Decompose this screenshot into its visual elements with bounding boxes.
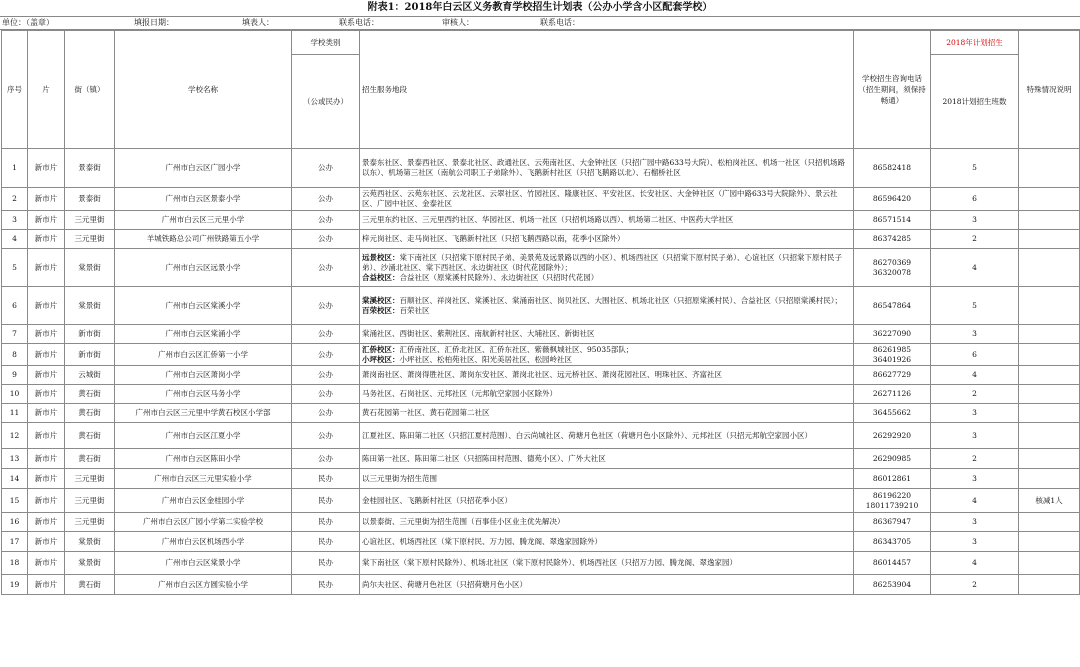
header-street: 街（镇）: [65, 31, 115, 149]
row-special-note: [1019, 404, 1080, 423]
row-zone: 新市片: [28, 575, 65, 595]
form-meta-line: [0, 16, 1080, 30]
row-school-name: 广州市白云区广园小学: [115, 149, 292, 188]
phone-label-2: 联系电话：: [540, 18, 580, 27]
row-zone: 新市片: [28, 344, 65, 366]
row-index: 17: [2, 532, 28, 552]
campus-label: 小坪校区：: [362, 354, 400, 364]
row-special-note: [1019, 575, 1080, 595]
service-area-text: 棠下南社区（棠下原村民除外）、机场北社区（棠下原村民除外）、机场西社区（只招万力园、腾龙阁、翠逸家园）: [362, 558, 737, 567]
row-service-area: [360, 344, 854, 366]
row-index: 6: [2, 287, 28, 325]
service-area-text: 金桂园社区、飞鹅新村社区（只招花季小区）: [362, 495, 512, 505]
row-service-area: [360, 287, 854, 325]
row-index: 5: [2, 249, 28, 287]
row-street: 景泰街: [65, 188, 115, 211]
campus-label: 远景校区：: [362, 252, 400, 262]
row-plan-classes: 2: [931, 230, 1019, 249]
row-service-area: [360, 575, 854, 595]
row-phone: 86374285: [854, 230, 931, 249]
row-service-area: [360, 552, 854, 575]
campus-label: 汇侨校区：: [362, 344, 400, 354]
row-phone: 36227090: [854, 325, 931, 344]
row-street: 新市街: [65, 325, 115, 344]
row-school-name: 广州市白云区棠溪小学: [115, 287, 292, 325]
row-school-name: 广州市白云区棠涌小学: [115, 325, 292, 344]
row-special-note: [1019, 149, 1080, 188]
row-street: 三元里街: [65, 469, 115, 489]
date-label: 填报日期：: [134, 18, 174, 27]
table-row: [2, 513, 1080, 532]
row-school-type: 公办: [292, 366, 360, 385]
service-area-text: 百荣社区: [399, 305, 430, 315]
row-school-type: 公办: [292, 287, 360, 325]
row-school-type: 公办: [292, 149, 360, 188]
row-special-note: [1019, 344, 1080, 366]
service-area-text: 小坪社区、松柏苑社区、阳光美居社区、松园岭社区: [399, 354, 572, 364]
row-phone: 86012861: [854, 469, 931, 489]
row-school-type: 民办: [292, 552, 360, 575]
row-service-area: [360, 449, 854, 469]
campus-label: 百荣校区：: [362, 305, 400, 315]
row-school-name: 广州市白云区陈田小学: [115, 449, 292, 469]
row-school-type: 公办: [292, 325, 360, 344]
table-body: [2, 149, 1080, 595]
row-index: 13: [2, 449, 28, 469]
row-school-type: 公办: [292, 249, 360, 287]
table-row: [2, 449, 1080, 469]
row-school-type: 民办: [292, 513, 360, 532]
table-row: [2, 404, 1080, 423]
service-area-text: 三元里东约社区、三元里西约社区、华园社区、机场一社区（只招机场路以西）、机场第二社区、中医药大学社区: [362, 215, 734, 224]
row-school-type: 公办: [292, 211, 360, 230]
row-special-note: [1019, 449, 1080, 469]
unit-label: 单位：（盖章）: [2, 18, 54, 27]
row-plan-classes: 6: [931, 344, 1019, 366]
campus-label: 合益校区：: [362, 272, 400, 282]
row-phone: 36455662: [854, 404, 931, 423]
row-street: 黄石街: [65, 385, 115, 404]
service-area-text: 陈田第一社区、陈田第二社区（只招陈田村范围、德苑小区）、广外大社区: [362, 453, 606, 463]
row-special-note: [1019, 532, 1080, 552]
row-phone: 86571514: [854, 211, 931, 230]
row-zone: 新市片: [28, 552, 65, 575]
page-title: 附表1：2018年白云区义务教育学校招生计划表（公办小学含小区配套学校）: [367, 2, 713, 13]
table-row: [2, 344, 1080, 366]
row-zone: 新市片: [28, 287, 65, 325]
row-school-name: 广州市白云区金桂园小学: [115, 489, 292, 513]
row-street: 云城街: [65, 366, 115, 385]
row-phone: 86596420: [854, 188, 931, 211]
enrollment-plan-table: [1, 30, 1080, 595]
service-area-text: 心谊社区、机场西社区（棠下原村民、万力园、腾龙阁、翠逸家园除外）: [362, 536, 602, 546]
row-special-note: [1019, 287, 1080, 325]
row-service-area: [360, 385, 854, 404]
row-service-area: [360, 489, 854, 513]
header-category-sub: （公或民办）: [292, 55, 360, 149]
header-category: 学校类别: [292, 31, 360, 55]
row-index: 12: [2, 423, 28, 449]
row-plan-classes: 2: [931, 385, 1019, 404]
row-plan-classes: 5: [931, 149, 1019, 188]
row-plan-classes: 3: [931, 532, 1019, 552]
row-index: 9: [2, 366, 28, 385]
table-row: [2, 211, 1080, 230]
row-school-type: 民办: [292, 469, 360, 489]
row-school-name: 广州市白云区三元里中学黄石校区小学部: [115, 404, 292, 423]
table-row: [2, 489, 1080, 513]
row-zone: 新市片: [28, 249, 65, 287]
service-area-text: 棠下南社区（只招棠下原村民子弟、美景苑及远景路以西的小区）、机场西社区（只招棠下原村民子弟）、心谊社区（只招棠下原村民子弟）、沙涌北社区、棠下西社区、永边街社区（时代花园除外）；: [362, 252, 842, 272]
table-row: [2, 532, 1080, 552]
row-school-name: 广州市白云区景泰小学: [115, 188, 292, 211]
header-plan-classes: 2018计划招生班数: [931, 55, 1019, 149]
row-special-note: [1019, 211, 1080, 230]
row-zone: 新市片: [28, 149, 65, 188]
row-phone: 86547864: [854, 287, 931, 325]
row-special-note: [1019, 188, 1080, 211]
service-area-text: 景泰东社区、景泰西社区、景泰北社区、政通社区、云苑南社区、大金钟社区（只招广园中路633号大院）、松柏岗社区、机场一社区（只招机场路以东）、机场第三社区（南航公司职工子弟除外）、飞鹅新村社区（只招飞鹅路以北）、石榴桥社区: [362, 158, 846, 177]
row-service-area: [360, 211, 854, 230]
row-zone: 新市片: [28, 489, 65, 513]
row-street: 黄石街: [65, 449, 115, 469]
row-plan-classes: 3: [931, 423, 1019, 449]
row-phone: 26292920: [854, 423, 931, 449]
row-phone: 86196220 18011739210: [854, 489, 931, 513]
service-area-text: 江夏社区、陈田第二社区（只招江夏村范围）、白云尚城社区、荷塘月色社区（荷塘月色小区除外）、元邦社区（只招元邦航空家园小区）: [362, 430, 812, 440]
row-service-area: [360, 469, 854, 489]
header-plan-group: 2018年计划招生: [931, 31, 1019, 55]
row-special-note: [1019, 366, 1080, 385]
row-index: 19: [2, 575, 28, 595]
row-zone: 新市片: [28, 325, 65, 344]
row-street: 棠景街: [65, 249, 115, 287]
row-school-name: 广州市白云区江夏小学: [115, 423, 292, 449]
row-service-area: [360, 325, 854, 344]
service-area-text: 汇侨南社区、汇侨北社区、汇侨东社区、紫薇枫城社区、95035部队；: [399, 344, 634, 354]
row-phone: 86627729: [854, 366, 931, 385]
row-service-area: [360, 423, 854, 449]
row-zone: 新市片: [28, 211, 65, 230]
row-street: 三元里街: [65, 211, 115, 230]
table-row: [2, 249, 1080, 287]
row-school-name: 广州市白云区机场西小学: [115, 532, 292, 552]
row-plan-classes: 5: [931, 287, 1019, 325]
row-zone: 新市片: [28, 366, 65, 385]
row-plan-classes: 4: [931, 366, 1019, 385]
row-service-area: [360, 249, 854, 287]
row-service-area: [360, 230, 854, 249]
table-row: [2, 149, 1080, 188]
row-zone: 新市片: [28, 385, 65, 404]
service-area-text: 梓元岗社区、走马岗社区、飞鹅新村社区（只招飞鹅西路以南，花季小区除外）: [362, 234, 625, 243]
row-phone: 26271126: [854, 385, 931, 404]
service-area-text: 云苑西社区、云苑东社区、云龙社区、云翠社区、竹园社区、隆康社区、平安社区、长安社区、大金钟社区（广园中路633号大院除外）、景云社区、广园中社区、金泰社区: [362, 189, 838, 208]
row-school-name: 广州市白云区马务小学: [115, 385, 292, 404]
table-row: [2, 366, 1080, 385]
row-phone: 86261985 36401926: [854, 344, 931, 366]
row-plan-classes: 6: [931, 188, 1019, 211]
row-index: 18: [2, 552, 28, 575]
row-zone: 新市片: [28, 469, 65, 489]
table-row: [2, 230, 1080, 249]
row-phone: 86582418: [854, 149, 931, 188]
header-zone: 片: [28, 31, 65, 149]
row-plan-classes: 2: [931, 575, 1019, 595]
table-row: [2, 552, 1080, 575]
table-row: [2, 188, 1080, 211]
filler-label: 填表人：: [242, 18, 274, 27]
header-school-name: 学校名称: [115, 31, 292, 149]
row-zone: 新市片: [28, 449, 65, 469]
row-special-note: [1019, 385, 1080, 404]
row-school-type: 民办: [292, 575, 360, 595]
row-phone: 86270369 36320078: [854, 249, 931, 287]
row-service-area: [360, 513, 854, 532]
table-row: [2, 469, 1080, 489]
row-street: 黄石街: [65, 575, 115, 595]
row-school-name: 广州市白云区汇侨第一小学: [115, 344, 292, 366]
row-phone: 86343705: [854, 532, 931, 552]
row-phone: 86367947: [854, 513, 931, 532]
row-school-type: 公办: [292, 449, 360, 469]
row-index: 1: [2, 149, 28, 188]
row-school-name: 广州市白云区棠景小学: [115, 552, 292, 575]
row-school-type: 公办: [292, 404, 360, 423]
table-row: [2, 287, 1080, 325]
row-school-name: 广州市白云区三元里实验小学: [115, 469, 292, 489]
row-school-name: 广州市白云区方圆实验小学: [115, 575, 292, 595]
header-phone: 学校招生咨询电话（招生期间，须保持畅通）: [854, 31, 931, 149]
row-school-type: 公办: [292, 230, 360, 249]
row-phone: 26290985: [854, 449, 931, 469]
row-zone: 新市片: [28, 230, 65, 249]
row-plan-classes: 3: [931, 404, 1019, 423]
row-index: 8: [2, 344, 28, 366]
service-area-text: 合益社区（原棠溪村民除外）、永边街社区（只招时代花园）: [399, 272, 599, 282]
row-plan-classes: 4: [931, 249, 1019, 287]
row-school-name: 广州市白云区三元里小学: [115, 211, 292, 230]
row-index: 2: [2, 188, 28, 211]
row-index: 15: [2, 489, 28, 513]
row-street: 三元里街: [65, 230, 115, 249]
row-zone: 新市片: [28, 423, 65, 449]
service-area-text: 百顺社区、祥岗社区、棠溪社区、棠涌南社区、岗贝社区、大围社区、机场北社区（只招原棠溪村民）、合益社区（只招原棠溪村民）；: [399, 295, 842, 305]
row-special-note: 核减1人: [1019, 489, 1080, 513]
service-area-text: 以景泰街、三元里街为招生范围（百事佳小区业主优先解决）: [362, 517, 565, 526]
row-street: 三元里街: [65, 489, 115, 513]
row-school-name: 羊城铁路总公司广州铁路第五小学: [115, 230, 292, 249]
row-service-area: [360, 404, 854, 423]
row-street: 新市街: [65, 344, 115, 366]
row-zone: 新市片: [28, 513, 65, 532]
phone-label-1: 联系电话：: [339, 18, 379, 27]
row-phone: 86014457: [854, 552, 931, 575]
reviewer-label: 审核人：: [442, 18, 474, 27]
row-service-area: [360, 366, 854, 385]
service-area-text: 棠涌社区、西街社区、紫荆社区、南航新村社区、大埔社区、新街社区: [362, 329, 595, 338]
row-special-note: [1019, 469, 1080, 489]
row-index: 10: [2, 385, 28, 404]
row-special-note: [1019, 230, 1080, 249]
row-service-area: [360, 532, 854, 552]
header-index: 序号: [2, 31, 28, 149]
table-row: [2, 325, 1080, 344]
row-special-note: [1019, 423, 1080, 449]
row-index: 11: [2, 404, 28, 423]
table-row: [2, 385, 1080, 404]
row-plan-classes: 3: [931, 211, 1019, 230]
row-index: 4: [2, 230, 28, 249]
row-street: 黄石街: [65, 423, 115, 449]
row-plan-classes: 3: [931, 325, 1019, 344]
row-school-type: 公办: [292, 344, 360, 366]
row-school-name: 广州市白云区广园小学第二实验学校: [115, 513, 292, 532]
row-zone: 新市片: [28, 188, 65, 211]
row-zone: 新市片: [28, 404, 65, 423]
service-area-text: 黄石花园第一社区、黄石花园第二社区: [362, 408, 490, 417]
row-special-note: [1019, 552, 1080, 575]
service-area-text: 以三元里街为招生范围: [362, 473, 437, 483]
header-service-area: 招生服务地段: [360, 31, 854, 149]
row-school-name: 广州市白云区远景小学: [115, 249, 292, 287]
row-school-type: 公办: [292, 188, 360, 211]
row-school-type: 民办: [292, 489, 360, 513]
row-phone: 86253904: [854, 575, 931, 595]
row-special-note: [1019, 325, 1080, 344]
table-row: [2, 423, 1080, 449]
row-special-note: [1019, 513, 1080, 532]
row-street: 景泰街: [65, 149, 115, 188]
row-plan-classes: 2: [931, 449, 1019, 469]
row-street: 棠景街: [65, 532, 115, 552]
campus-label: 棠溪校区：: [362, 295, 400, 305]
row-service-area: [360, 188, 854, 211]
service-area-text: 尚尔夫社区、荷塘月色社区（只招荷塘月色小区）: [362, 579, 527, 589]
row-index: 7: [2, 325, 28, 344]
row-service-area: [360, 149, 854, 188]
row-plan-classes: 3: [931, 513, 1019, 532]
table-row: [2, 575, 1080, 595]
row-school-name: 广州市白云区萧岗小学: [115, 366, 292, 385]
row-index: 14: [2, 469, 28, 489]
row-street: 三元里街: [65, 513, 115, 532]
row-school-type: 公办: [292, 423, 360, 449]
row-plan-classes: 3: [931, 469, 1019, 489]
row-zone: 新市片: [28, 532, 65, 552]
header-special-note: 特殊情况说明: [1019, 31, 1080, 149]
row-school-type: 公办: [292, 385, 360, 404]
row-street: 棠景街: [65, 552, 115, 575]
row-school-type: 民办: [292, 532, 360, 552]
row-plan-classes: 4: [931, 489, 1019, 513]
row-special-note: [1019, 249, 1080, 287]
row-street: 棠景街: [65, 287, 115, 325]
service-area-text: 马务社区、石岗社区、元邦社区（元邦航空家园小区除外）: [362, 389, 557, 398]
service-area-text: 萧岗南社区、萧岗得胜社区、萧岗东安社区、萧岗北社区、远元桥社区、萧岗花园社区、明珠社区、齐富社区: [362, 370, 722, 379]
row-index: 3: [2, 211, 28, 230]
row-index: 16: [2, 513, 28, 532]
row-plan-classes: 4: [931, 552, 1019, 575]
row-street: 黄石街: [65, 404, 115, 423]
